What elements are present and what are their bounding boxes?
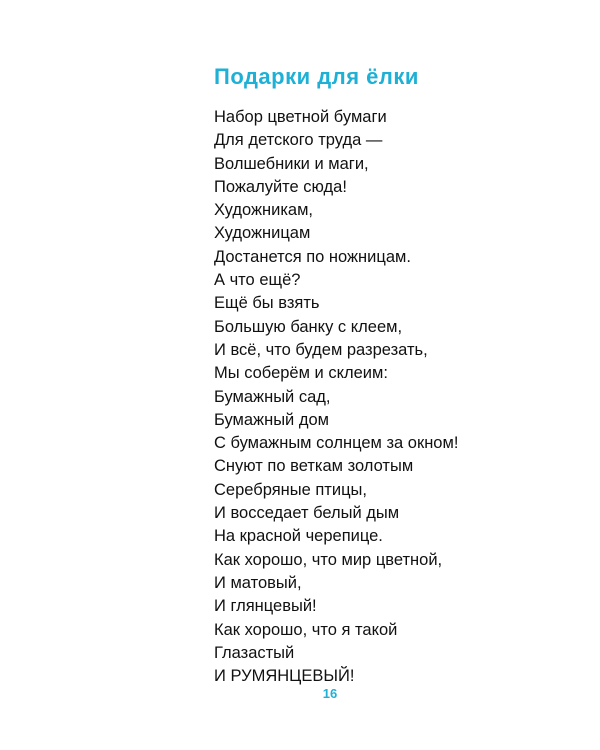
poem-line: Глазастый xyxy=(214,643,295,662)
poem-line: И всё, что будем разрезать, xyxy=(214,340,428,359)
poem-line: Для детского труда — xyxy=(214,131,383,150)
poem-line: Художникам, xyxy=(214,201,314,220)
poem-line: И восседает белый дым xyxy=(214,504,400,523)
poem-line: А что ещё? xyxy=(214,271,301,290)
poem-line: На красной черепице. xyxy=(214,527,383,546)
poem-line: И РУМЯНЦЕВЫЙ! xyxy=(214,667,355,686)
poem-line: Художницам xyxy=(214,224,311,243)
poem-title: Подарки для ёлки xyxy=(214,64,419,89)
poem-line: Ещё бы взять xyxy=(214,294,320,313)
poem-body xyxy=(214,106,458,688)
poem-line: Снуют по веткам золотым xyxy=(214,457,414,476)
poem-line: Как хорошо, что мир цветной, xyxy=(214,550,443,569)
poem-line: И глянцевый! xyxy=(214,597,317,616)
poem-line: Волшебники и маги, xyxy=(214,154,369,173)
poem-line: Бумажный дом xyxy=(214,410,330,429)
poem-line: Большую банку с клеем, xyxy=(214,317,403,336)
poem-line: Как хорошо, что я такой xyxy=(214,620,398,639)
poem-line: Бумажный сад, xyxy=(214,387,331,406)
poem-line: Мы соберём и склеим: xyxy=(214,364,388,383)
poem-line: С бумажным солнцем за окном! xyxy=(214,434,459,453)
poem-line: Набор цветной бумаги xyxy=(214,108,387,126)
poem-line: И матовый, xyxy=(214,573,302,592)
poem-line: Пожалуйте сюда! xyxy=(214,177,347,196)
page-number: 16 xyxy=(322,686,338,701)
poem-line: Серебряные птицы, xyxy=(214,480,367,499)
poem-line: Достанется по ножницам. xyxy=(214,247,411,266)
